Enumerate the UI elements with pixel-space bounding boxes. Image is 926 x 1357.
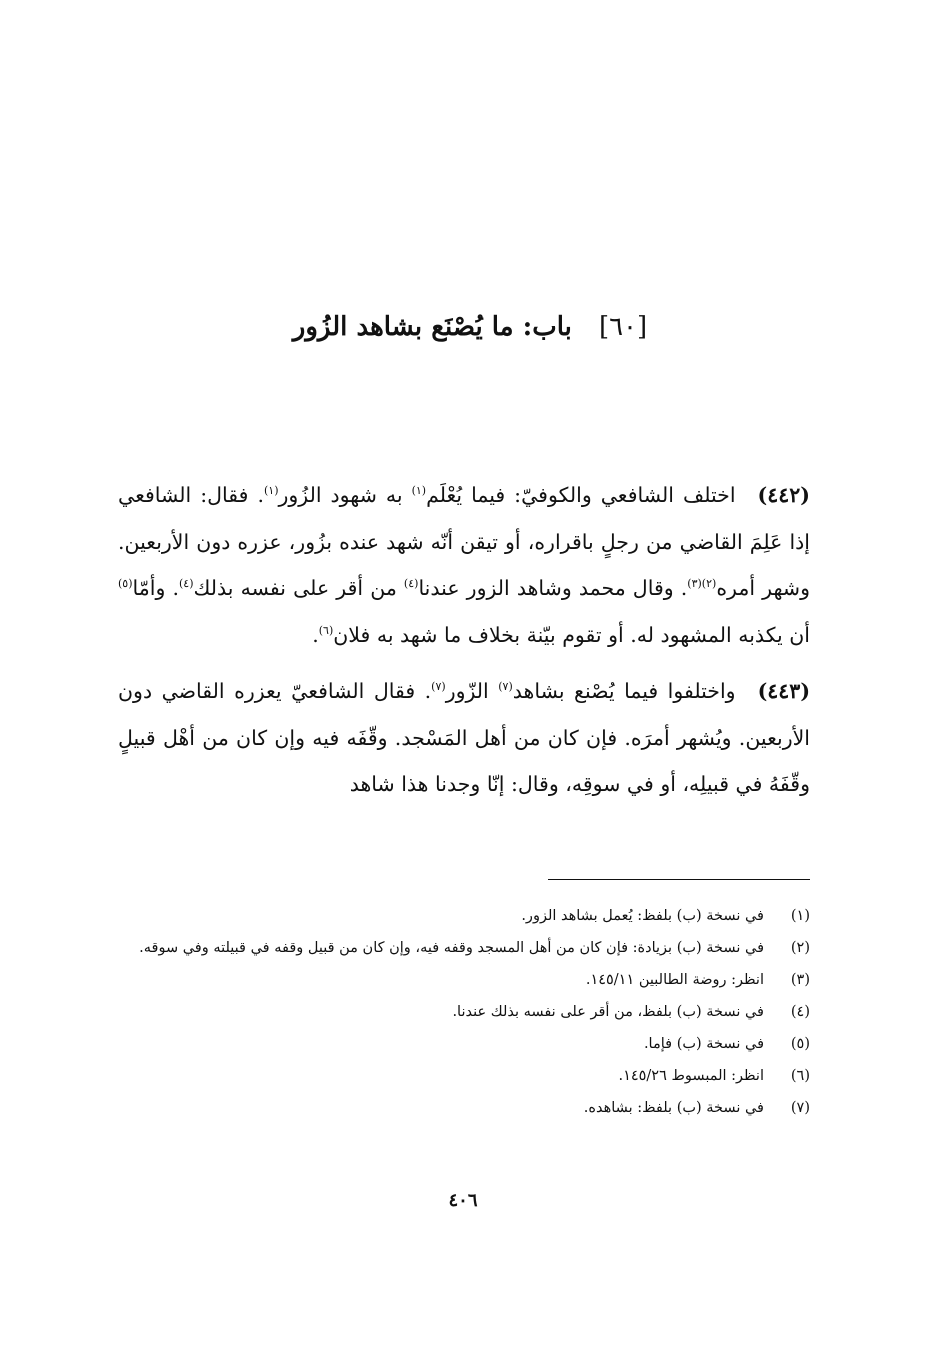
footnote-reference: (٧) [498, 680, 513, 694]
footnote-reference: (٢)(٣) [687, 577, 717, 591]
paragraph-number: (٤٤٣) [757, 679, 811, 703]
footnote-number: (٥) [790, 1036, 810, 1052]
footnote-number: (٦) [790, 1068, 810, 1084]
paragraph-text: من أقر على نفسه بذلك [193, 576, 404, 600]
chapter-title: باب: ما يُصْنَع بشاهد الزُور [292, 312, 572, 342]
paragraph-text: واختلفوا فيما يُصْنع بشاهد [512, 679, 736, 703]
footnote-reference: (٧) [431, 680, 446, 694]
footnote-reference: (٥) [118, 577, 133, 591]
footnote [118, 900, 810, 932]
footnote-text: في نسخة (ب) فإما. [643, 1036, 764, 1052]
footnote-reference: (٤) [178, 577, 194, 591]
paragraph-text: به شهود الزُور [278, 483, 412, 507]
paragraph-text: . فقال الشافعيّ يعزره القاضي دون الأربعين. ويُشهر أمرَه. فإن كان من أهل المَسْجد. وقّفَه فيه وإن كان من أهْل قبيلٍ وقّفَهُ في قبيلِه، أو في سوقِه، وقال: إنّا وجدنا هذا شاهد [118, 679, 810, 796]
paragraph-number: (٤٤٢) [757, 483, 810, 507]
footnote-reference: (١) [263, 484, 279, 498]
footnote [118, 996, 810, 1028]
footnote-reference: (٤) [403, 577, 419, 591]
footnote-number: (٢) [790, 940, 810, 956]
footnote-text: في نسخة (ب) بلفظ: بشاهده. [583, 1100, 764, 1116]
footnote-number: (١) [790, 908, 810, 924]
footnote [118, 1028, 810, 1060]
footnote [118, 964, 810, 996]
footnote [118, 932, 810, 964]
paragraph-text: . وأمّا [132, 576, 179, 600]
footnote-reference: (١) [411, 484, 427, 498]
footnote [118, 1092, 810, 1124]
footnote-text: في نسخة (ب) بلفظ: يُعمل بشاهد الزور. [521, 908, 764, 924]
paragraph-text: . [312, 622, 319, 647]
footnotes [118, 900, 810, 1124]
chapter-number: [٦٠] [598, 312, 648, 342]
footnote-number: (٣) [790, 972, 810, 988]
footnote-text: في نسخة (ب) بزيادة: فإن كان من أهل المسجد وقفه فيه، وإن كان من قبيل وقفه في قبيلته وفي سوقه. [139, 940, 764, 956]
chapter-heading [150, 302, 790, 352]
footnote-reference: (٦) [318, 623, 334, 637]
footnote [118, 1060, 810, 1092]
body-text [118, 472, 810, 818]
footnote-number: (٤) [790, 1004, 810, 1020]
paragraph-text: أن يكذبه المشهود له. أو تقوم بيّنة بخلاف ما شهد به فلان [333, 622, 810, 647]
footnote-text: انظر: المبسوط ١٤٥/٢٦. [618, 1068, 764, 1084]
paragraph-text: . فقال: الشافعي إذا عَلِمَ القاضي من رجلٍ باقراره، أو تيقن أنّه شهد عنده بزُور، عزره دون الأربعين. وشهر أمره [118, 483, 810, 600]
footnote-number: (٧) [790, 1100, 810, 1116]
footnote-divider [548, 879, 810, 880]
footnote-text: انظر: روضة الطالبين ١٤٥/١١. [585, 972, 764, 988]
paragraph-text: . وقال محمد وشاهد الزور عندنا [418, 576, 688, 600]
footnote-text: في نسخة (ب) بلفظ، من أقر على نفسه بذلك عندنا. [452, 1004, 764, 1020]
paragraph-text: اختلف الشافعي والكوفيّ: فيما يُعْلَم [426, 483, 736, 507]
paragraph [118, 668, 810, 808]
page-number: ٤٠٦ [448, 1190, 478, 1211]
paragraph [118, 472, 810, 658]
paragraph-text: الزّور [445, 679, 499, 703]
